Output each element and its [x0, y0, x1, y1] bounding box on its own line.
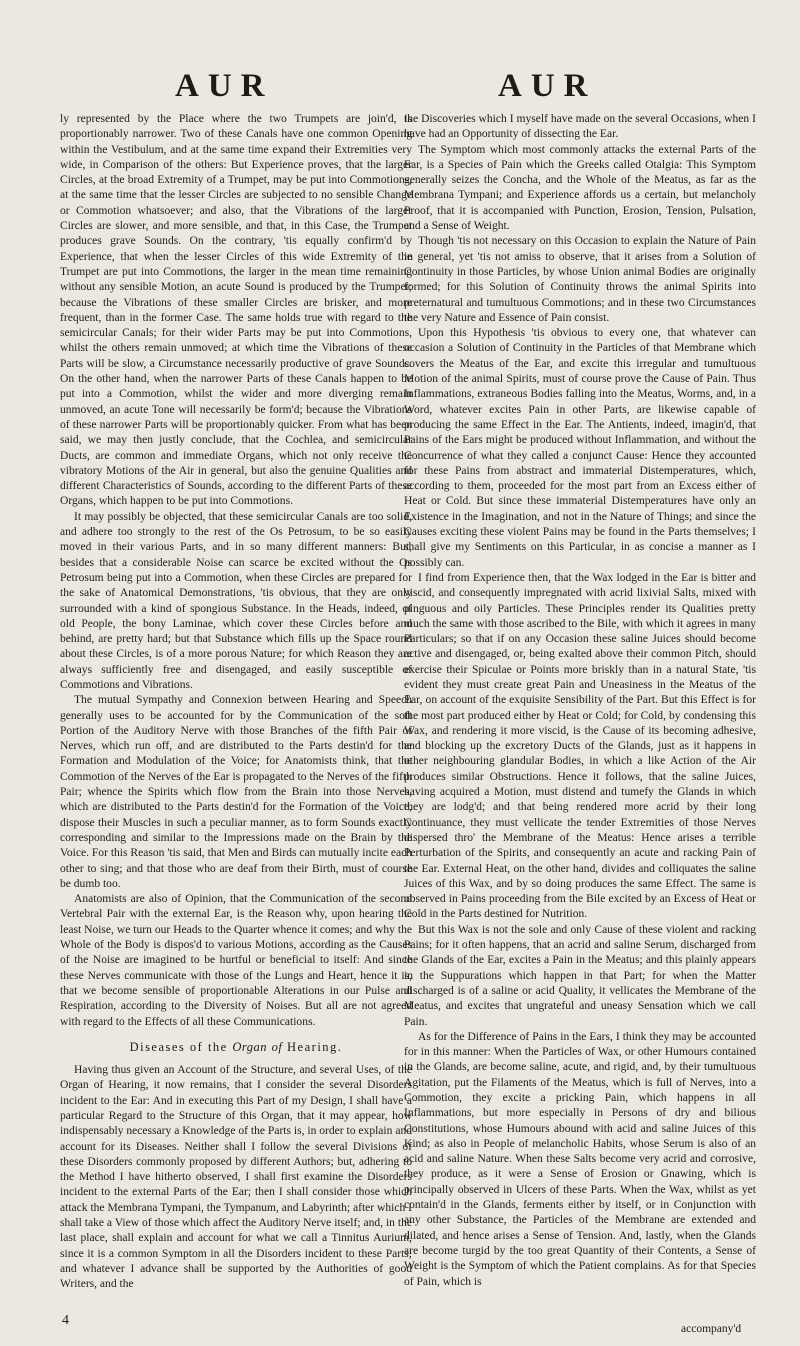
paragraph: Though 'tis not necessary on this Occasion to explain the Nature of Pain in general, yet 'tis not amiss to observe, that it arises from a Solution of Continuity in those Particles, by whose Union animal Bodies are originally formed; for this Solution of Continuity throws the animal Spirits into preternatural and tumultuous Commotions; and in these two Circumstances the very Nature and Essence of Pain consist.	[404, 235, 756, 324]
paragraph: As for the Difference of Pains in the Ears, I think they may be accounted for in this manner: When the Particles of Wax, or other Humours contained in the Glands, are become saline, acute, and rigid, and, by their tumultuous Agitation, put the Filaments of the Meatus, which is full of Nerves, into a Commotion, they excite a pricking Pain, which happens in all Inflammations, but more especially in Persons of dry and bilious Constitutions, whose Humours abound with acid and saline Juices of this Kind; as also in People of melancholic Habits, whose Serum is also of an acid and saline Nature. When these Salts become very acrid and corrosive, they produce, as it were a Sense of Erosion or Gnawing, which is principally observed in Ulcers of these Parts. When the Wax, whilst as yet contain'd in the Glands, ferments either by itself, or in Conjunction with any other Substance, the Particles of the Membrane are extended and dilated, and hence arises a Sense of Tension. And, lastly, when the Glands are become turgid by the too great Quantity of their Contents, a Sense of Weight is the Symptom of which the Patient complains. As for that Species of Pain, which is	[404, 1030, 756, 1288]
paragraph: But this Wax is not the sole and only Cause of these violent and racking Pains; for it often happens, that an acrid and saline Serum, discharged from the Glands of the Ear, excites a Pain in the Meatus; and this plainly appears in the Suppurations which happen in that Part; for when the Matter discharged is of a saline or acid Quality, it vellicates the Membrane of the Meatus, and excites that ungrateful and uneasy Sensation which we call Pain.	[404, 923, 756, 1028]
page-number: 4	[62, 1313, 69, 1328]
paragraph: Upon this Hypothesis 'tis obvious to every one, that whatever can occasion a Solution of Continuity in the Particles of that Membrane which covers the Meatus of the Ear, and excite this irregular and tumultuous Motion of the animal Spirits, must of course prove the Cause of Pain. Thus Inflammations, extraneous Bodies falling into the Meatus, Worms, and, in a Word, whatever excites Pain in other Parts, are likewise capable of producing the same Effect in the Ear. The Antients, indeed, imagin'd, that Pains of the Ears might be produced without Inflammation, and without the Concurrence of what they called a conjunct Cause: Hence they accounted for these Pains from abstract and immaterial Distemperatures, which, according to them, proceeded for the most part from an Excess either of Heat or Cold. But since these immaterial Distemperatures have only an Existence in the Imagination, and not in the Nature of Things; and since the Causes exciting these violent Pains may be found in the Parts themselves; I shall give my Sentiments on this Particular, in as concise a manner as I possibly can.	[404, 327, 756, 569]
paragraph: Anatomists are also of Opinion, that the Communication of the second Vertebral Pair with the external Ear, is the Reason why, upon hearing the least Noise, we turn our Heads to the Quarter whence it comes; and why the Whole of the Body is dispos'd to various Motions, according as the Causes of the Noise are imagined to be hurtful or beneficial to itself: And since these Nerves communicate with those of the Lungs and Heart, hence it is, that we become sensible of proportionable Alterations in our Pulse and Respiration, according to the Diversity of Noises. But all are not agreed with regard to the Effects of all these Communications.	[60, 893, 412, 1028]
paragraph: I find from Experience then, that the Wax lodged in the Ear is bitter and viscid, and consequently impregnated with acrid lixivial Salts, mixed with pinguous and oily Particles. These Principles render its Qualities pretty much the same with those ascribed to the Bile, with which it agrees in many Particulars; so that if on any Occasion these saline Juices should become active and disengaged, or, being exalted above their common Pitch, should exercise their Spiculae or Points more briskly than in a natural State, 'tis evident they must create great Pain and Uneasiness in the Meatus of the Ear, on account of the exquisite Sensibility of the Part. But this Effect is for the most part produced either by Heat or Cold; for Cold, by condensing this Wax, and rendering it more viscid, is the Cause of its becoming adhesive, and blocking up the excretory Ducts of the Glands, just as it happens in other neighbouring glandular Bodies, in which a like Action of the Air produces similar Obstructions. Hence it follows, that the saline Juices, having acquired a Motion, must distend and tumefy the Glands in which they are lodg'd; and that being rendered more acrid by their long Continuance, they must vellicate the tender Extremities of those Nerves dispersed thro' the Membrane of the Meatus: Hence arises a terrible Perturbation of the Spirits, and consequently an acute and racking Pain of the Ear. External Heat, on the other hand, divides and colliquates the saline Juices of this Wax, and by so doing produces the same Effect. The same is observed in Pains proceeding from the Bile excited by an Excess of Heat or Cold in the Parts destined for Nutrition.	[404, 571, 756, 921]
section-heading	[60, 1040, 412, 1055]
heading-prefix: Diseases of the	[129, 1039, 228, 1054]
paragraph: ly represented by the Place where the two Trumpets are join'd, is proportionably narrower. Two of these Canals have one common Opening within the Vestibulum, and at the same time expand their Extremities very wide, in Comparison of the others: But Experience proves, that the larger Circles, at the broad Extremity of a Trumpet, may be put into Commotions, at the same time that the lesser Circles are subjected to no sensible Change or Commotion whatsoever; and also, that the Vibrations of the larger Circles are slower, and more sensible, and that, in this Case, the Trumpet produces grave Sounds. On the contrary, 'tis equally confirm'd by Experience, that when the lesser Circles of this wide Extremity of the Trumpet are put into Commotions, the larger in the mean time remaining without any sensible Motion, an acute Sound is produced by the Trumpet; because the Vibrations of these smaller Circles are brisker, and more frequent, than in the former Case. The same holds true with regard to the semicircular Canals; for their wider Parts may be put into Commotions, whilst the others remain unmoved; at which time the Vibrations of these Parts will be slow, a Circumstance necessarily productive of grave Sounds. On the other hand, when the narrower Parts of these Canals happen to be put into a Commotion, whilst the wider and more diverging remain unmoved, an acute Tone will necessarily be form'd; because the Vibrations of these narrower Parts will be proportionably quicker. From what has been said, we may then justly conclude, that the Cochlea, and semicircular Ducts, are common and immediate Organs, which not only receive the vibratory Motions of the Air in general, but also the genuine Qualities and different Characteristics of Sounds, according to the different Parts of these Organs, which happen to be put into Commotions.	[60, 113, 412, 508]
heading-middle: of	[271, 1039, 283, 1054]
running-head-left: AUR	[175, 68, 274, 104]
paragraph: It may possibly be objected, that these semicircular Canals are too solid, and adhere too strongly to the rest of the Os Petrosum, to be so easily moved in their various Parts, and in so many different manners: But, besides that a considerable Noise can scarce be excited without the Os Petrosum being put into a Commotion, when these Circles are prepared for the sake of Anatomical Demonstrations, 'tis obvious, that they are only surrounded with a kind of spongious Substance. In the Heads, indeed, of old People, the bony Laminae, which cover these Circles before and behind, are pretty hard; but that Substance which fills up the Space round about these Circles, is of a more porous Nature; for which Reason they are always sufficiently free and disengaged, and easily susceptible of Commotions and Vibrations.	[60, 510, 412, 691]
paragraph: the Discoveries which I myself have made on the several Occasions, when I have had an Opportunity of dissecting the Ear.	[404, 113, 756, 141]
paragraph: The Symptom which most commonly attacks the external Parts of the Ear, is a Species of Pain which the Greeks called Otalgia: This Symptom generally seizes the Concha, and the Whole of the Meatus, as far as the Membrana Tympani; and Experience affords us a certain, but melancholy Proof, that it is accompanied with Punction, Erosion, Tension, Pulsation, and a Sense of Weight.	[404, 143, 756, 233]
running-head-right: AUR	[498, 68, 597, 104]
heading-italic: Organ	[232, 1039, 268, 1054]
left-column	[60, 112, 412, 1293]
catchword: accompany'd	[681, 1323, 742, 1335]
paragraph: Having thus given an Account of the Structure, and several Uses, of the Organ of Hearing, it now remains, that I consider the several Disorders incident to the Ear: And in executing this Part of my Design, I shall have a particular Regard to the Structure of this Organ, that it may appear, how indispensably necessary a Knowledge of the Parts is, in order to explain and account for its Diseases. Neither shall I follow the several Divisions of these Disorders commonly proposed by different Authors; but, adhering to the Method I have hitherto observed, I shall first examine the Disorders incident to the external Parts of the Ear; then I shall consider those which attack the Membrana Tympani, the Tympanum, and Labyrinth; after which I shall take a View of those which affect the Auditory Nerve itself; and, in the last place, shall explain and account for what we call a Tinnitus Aurium, since it is a common Symptom in all the Disorders incident to these Parts; and whatever I advance shall be supported by the Authorities of good Writers, and the	[60, 1064, 412, 1291]
right-column	[404, 112, 756, 1290]
heading-suffix: Hearing.	[287, 1039, 343, 1054]
paragraph: The mutual Sympathy and Connexion between Hearing and Speech generally uses to be accounted for by the Communication of the soft Portion of the Auditory Nerve with those Branches of the fifth Pair of Nerves, which run off, and are distributed to the Parts destin'd for the Formation and Modulation of the Voice; for Anatomists think, that the Commotion of the Nerves of the Ear is propagated to the Nerves of the fifth Pair; whence the Spirits which flow from the Brain into those Nerves, which are distributed to the Parts destin'd for the Formation of the Voice, dispose their Muscles in such a peculiar manner, as to form Sounds exactly corresponding and similar to the Impressions made on the Brain by the Voice. For this Reason 'tis said, that Men and Birds can mutually incite each other to sing; and that those who are deaf from their Birth, must of course be dumb too.	[60, 694, 412, 890]
